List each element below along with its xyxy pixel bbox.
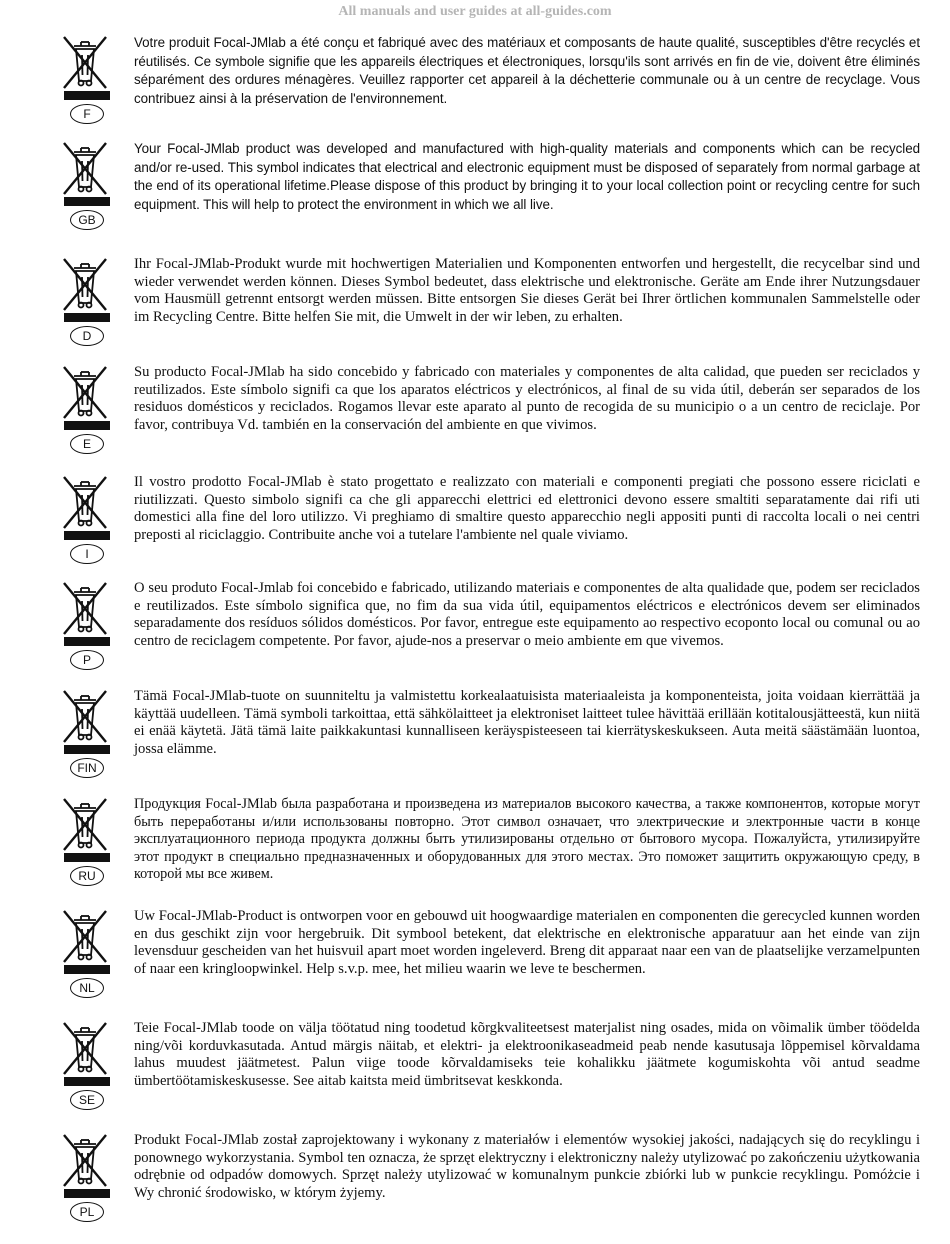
notice-text: Il vostro prodotto Focal-JMlab è stato progettato e realizzato con materiali e componenti pregiati che possono essere riciclati e riutilizzati. Questo simbolo signifi ca che gli apparecchi elettrici ed elettronici devono essere smaltiti separatamente dai rifi uti domestici alla fine del loro utilizzo. Vi preghiamo di smaltire questo apparecchio negli appositi punti di raccolta locali o nei centri preposti al riciclaggio. Contribuite anche voi a tutelare l'ambiente nel quale viviamo. — [134, 474, 920, 543]
notice-text: Uw Focal-JMlab-Product is ontworpen voor en gebouwd uit hoogwaardige materialen en componenten die gerecycled kunnen worden en dus geschikt zijn voor hergebruik. Dit symbool betekent, dat elektrische en elektronische apparatuur aan het einde van zijn levensduur gescheiden van het huisvuil apart moet worden ingeleverd. Breng dit apparaat naar een van de plaatselijke verzamelpunten of naar een kringloopwinkel. Help s.v.p. mee, het milieu waarin we leve te beschermen. — [134, 908, 920, 977]
weee-crossed-bin-icon — [60, 1020, 110, 1076]
black-bar — [64, 91, 110, 100]
disposal-mark — [60, 688, 110, 778]
weee-crossed-bin-icon — [60, 580, 110, 636]
disposal-mark — [60, 796, 110, 886]
weee-crossed-bin-icon — [60, 796, 110, 852]
black-bar — [64, 745, 110, 754]
black-bar — [64, 637, 110, 646]
language-badge: P — [70, 650, 104, 670]
notice-text: Tämä Focal-JMlab-tuote on suunniteltu ja valmistettu korkealaatuisista materiaaleista ja komponenteista, joita voidaan kierrättää ja käyttää uudelleen. Tämä symboli tarkoittaa, että sähkölaitteet ja elektroniset laitteet tulee hävittää erillään kotitalousjätteestä, kun niitä ei enää käytetä. Jätä tämä laite paikkakuntasi kunnalliseen keräyspisteeseen tai kierrätyskeskukseen. Auta meitä säästämään luontoa, jossa elämme. — [134, 688, 920, 757]
notice-text: Your Focal-JMlab product was developed and manufactured with high-quality materials and components which can be recycled and/or re-used. This symbol indicates that electrical and electronic equipment must be disposed of separately from normal garbage at the end of its operational lifetime.Please dispose of this product by bringing it to your local collection point or recycling centre for such equipment. This will help to protect the environment in which we all live. — [134, 141, 920, 212]
black-bar — [64, 1077, 110, 1086]
weee-crossed-bin-icon — [60, 364, 110, 420]
weee-crossed-bin-icon — [60, 140, 110, 196]
black-bar — [64, 421, 110, 430]
weee-crossed-bin-icon — [60, 1132, 110, 1188]
disposal-mark — [60, 580, 110, 670]
black-bar — [64, 965, 110, 974]
notice-text: Продукция Focal-JMlab была разработана и произведена из материалов высокого качества, а также компонентов, которые могут быть переработаны и/или использованы повторно. Этот символ означает, что электрические и электронные части в конце эксплуатационного периода продукта должны быть утилизированы отдельно от бытового мусора. Пожалуйста, утилизируйте этот продукт в специально предназначенных и оборудованных для этого местах. Это поможет защитить окружающую среду, в которой мы все живем. — [134, 796, 920, 883]
disposal-mark — [60, 474, 110, 564]
notice-text: Produkt Focal-JMlab został zaprojektowany i wykonany z materiałów i elementów wysokiej jakości, nadających się do recyklingu i ponownego wykorzystania. Symbol ten oznacza, że sprzęt elektryczny i elektroniczny należy utylizować po zakończeniu użytkowania odrębnie od odpadów domowych. Sprzęt należy utylizować w komunalnym punkcie zbiórki lub w punkcie recyklingu. Pomóżcie i Wy chronić środowisko, w którym żyjemy. — [134, 1132, 920, 1201]
disposal-mark — [60, 140, 110, 230]
disposal-mark — [60, 1020, 110, 1110]
black-bar — [64, 531, 110, 540]
black-bar — [64, 1189, 110, 1198]
weee-crossed-bin-icon — [60, 688, 110, 744]
disposal-mark — [60, 908, 110, 998]
language-badge: SE — [70, 1090, 104, 1110]
notice-text: Su producto Focal-JMlab ha sido concebido y fabricado con materiales y componentes de alta calidad, que pueden ser reciclados y reutilizados. Este símbolo signifi ca que los aparatos eléctricos y electrónicos, al final de su vida útil, deberán ser separados de los residuos domésticos y reciclados. Rogamos llevar este aparato al punto de recogida de su municipio o a un centro de reciclaje. Por favor, contribuya Vd. también en la conservación del ambiente en que vivimos. — [134, 364, 920, 433]
weee-crossed-bin-icon — [60, 34, 110, 90]
disposal-mark — [60, 34, 110, 124]
notice-text: O seu produto Focal-Jmlab foi concebido e fabricado, utilizando materiais e componentes de alta qualidade que, podem ser reciclados e reutilizados. Este símbolo significa que, no fim da sua vida útil, equipamentos eléctricos e electrónicos devem ser eliminados separadamente dos resíduos sólidos domésticos. Por favor, entregue este equipamento ao respectivo ecoponto local ou comunal ou ao centro de reciclagem competente. Por favor, ajude-nos a preservar o meio ambiente em que vivemos. — [134, 580, 920, 649]
disposal-mark — [60, 364, 110, 454]
notice-text: Ihr Focal-JMlab-Produkt wurde mit hochwertigen Materialien und Komponenten entworfen und hergestellt, die recycelbar sind und wieder verwendet werden können. Dieses Symbol bedeutet, dass elektrische und elektronische. Geräte am Ende ihrer Nutzungsdauer vom Hausmüll getrennt entsorgt werden müssen. Bitte entsorgen Sie dieses Gerät bei Ihrer örtlichen kommunalen Sammelstelle oder im Recycling Centre. Bitte helfen Sie mit, die Umwelt in der wir leben, zu erhalten. — [134, 256, 920, 325]
language-badge: E — [70, 434, 104, 454]
language-badge: NL — [70, 978, 104, 998]
language-badge: GB — [70, 210, 104, 230]
weee-crossed-bin-icon — [60, 256, 110, 312]
notice-text: Votre produit Focal-JMlab a été conçu et fabriqué avec des matériaux et composants de haute qualité, susceptibles d'être recyclés et réutilisés. Ce symbole signifie que les appareils électriques et électroniques, lorsqu'ils sont arrivés en fin de vie, doivent être éliminés séparément des ordures ménagères. Veuillez rapporter cet appareil à la déchetterie communale ou à un centre de recyclage. Vous contribuez ainsi à la préservation de l'environnement. — [134, 35, 920, 106]
weee-crossed-bin-icon — [60, 474, 110, 530]
language-badge: FIN — [70, 758, 104, 778]
language-badge: I — [70, 544, 104, 564]
disposal-mark — [60, 1132, 110, 1222]
black-bar — [64, 197, 110, 206]
language-badge: D — [70, 326, 104, 346]
black-bar — [64, 313, 110, 322]
notice-text: Teie Focal-JMlab toode on välja töötatud ning toodetud kõrgkvaliteetsest materjalist ning osades, mida on võimalik ümber töödelda ning/või korduvkasutada. Antud märgis näitab, et elektri- ja elektroonikaseadmeid peab nende kasutusaja lõppemisel kõrvaldama lahus muudest jäätmetest. Palun viige toode kõrvaldamiseks teie kohalikku jäätmete kogumiskohta või antud seadme ümbertöötamiskeskusesse. See aitab kaitsta meid ümbritsevat keskkonda. — [134, 1020, 920, 1089]
black-bar — [64, 853, 110, 862]
weee-crossed-bin-icon — [60, 908, 110, 964]
watermark: All manuals and user guides at all-guides.com — [338, 4, 612, 19]
language-badge: PL — [70, 1202, 104, 1222]
language-badge: F — [70, 104, 104, 124]
language-badge: RU — [70, 866, 104, 886]
disposal-mark — [60, 256, 110, 346]
